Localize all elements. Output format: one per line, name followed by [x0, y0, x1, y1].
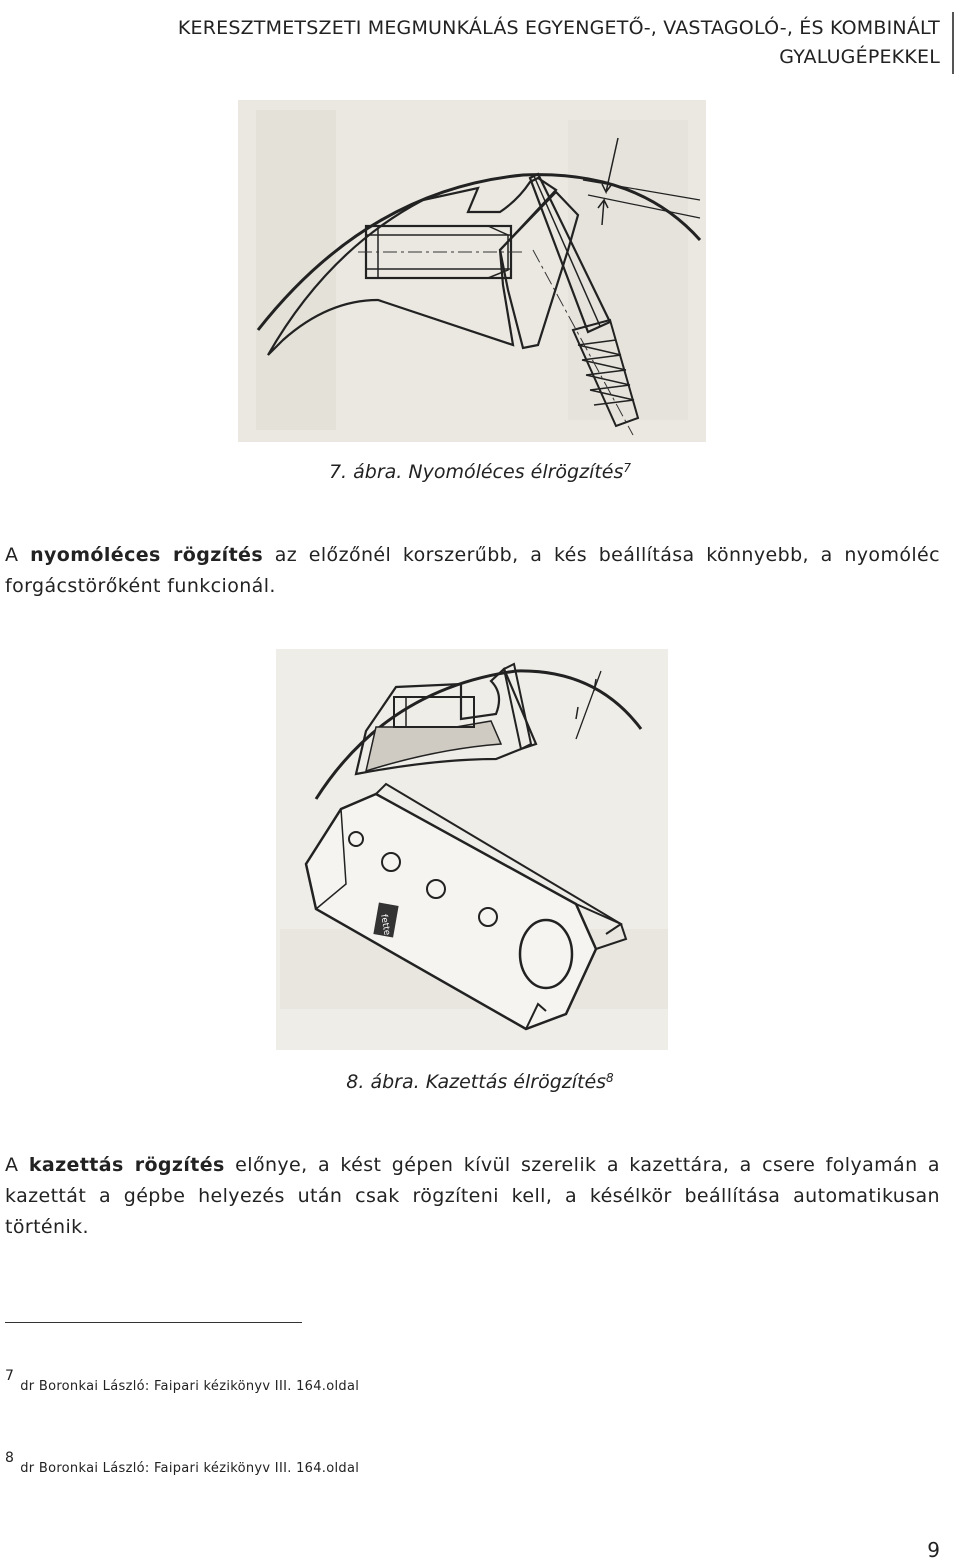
para1-lead: A — [5, 544, 31, 566]
figure-7-caption — [0, 461, 960, 483]
para2-term: kazettás rögzítés — [28, 1154, 225, 1176]
para2-text: előnye, a kést gépen kívül szerelik a kazettára, a csere folyamán a kazettát a gépbe helyezés után csak rögzíteni kell, a késélkör beállítása automatikusan történik. — [5, 1154, 940, 1238]
header-rule — [952, 12, 954, 74]
figure-8-drawing — [276, 649, 668, 1050]
footnote-8 — [5, 1450, 359, 1476]
para1-term: nyomóléces rögzítés — [30, 544, 264, 566]
para2-lead: A — [5, 1154, 29, 1176]
figure-7-caption-num: 7. ábra. — [328, 461, 403, 483]
paragraph-pressure-bar — [5, 540, 940, 602]
figure-8-image — [276, 649, 668, 1050]
fette-logo: fette — [378, 913, 392, 937]
footnote-8-num: 8 — [5, 1450, 15, 1466]
figure-7-drawing — [238, 100, 706, 442]
figure-7-image — [238, 100, 706, 442]
footnote-7-text: dr Boronkai László: Faipari kézikönyv III. 164.oldal — [20, 1379, 360, 1394]
figure-8-caption-num: 8. ábra. — [346, 1071, 420, 1093]
running-header — [140, 14, 940, 72]
figure-8-footnote-ref: 8 — [606, 1071, 614, 1085]
figure-7-footnote-ref: 7 — [623, 461, 632, 475]
figure-7-caption-text: Nyomóléces élrögzítés — [408, 461, 624, 483]
header-line-2: GYALUGÉPEKKEL — [779, 46, 940, 68]
footnote-7-num: 7 — [5, 1368, 15, 1384]
footnote-7 — [5, 1368, 359, 1394]
figure-8-caption-text: Kazettás élrögzítés — [425, 1071, 607, 1093]
para1-text: az előzőnél korszerűbb, a kés beállítása könnyebb, a nyomóléc forgácstörőként funkcionál. — [5, 544, 940, 597]
footnote-8-text: dr Boronkai László: Faipari kézikönyv III. 164.oldal — [20, 1461, 360, 1476]
footnote-separator — [5, 1322, 302, 1323]
paragraph-cassette — [5, 1150, 940, 1243]
page-number: 9 — [927, 1538, 940, 1562]
header-line-1: KERESZTMETSZETI MEGMUNKÁLÁS EGYENGETŐ-, VASTAGOLÓ-, ÉS KOMBINÁLT — [177, 17, 940, 39]
figure-8-caption — [0, 1071, 960, 1093]
